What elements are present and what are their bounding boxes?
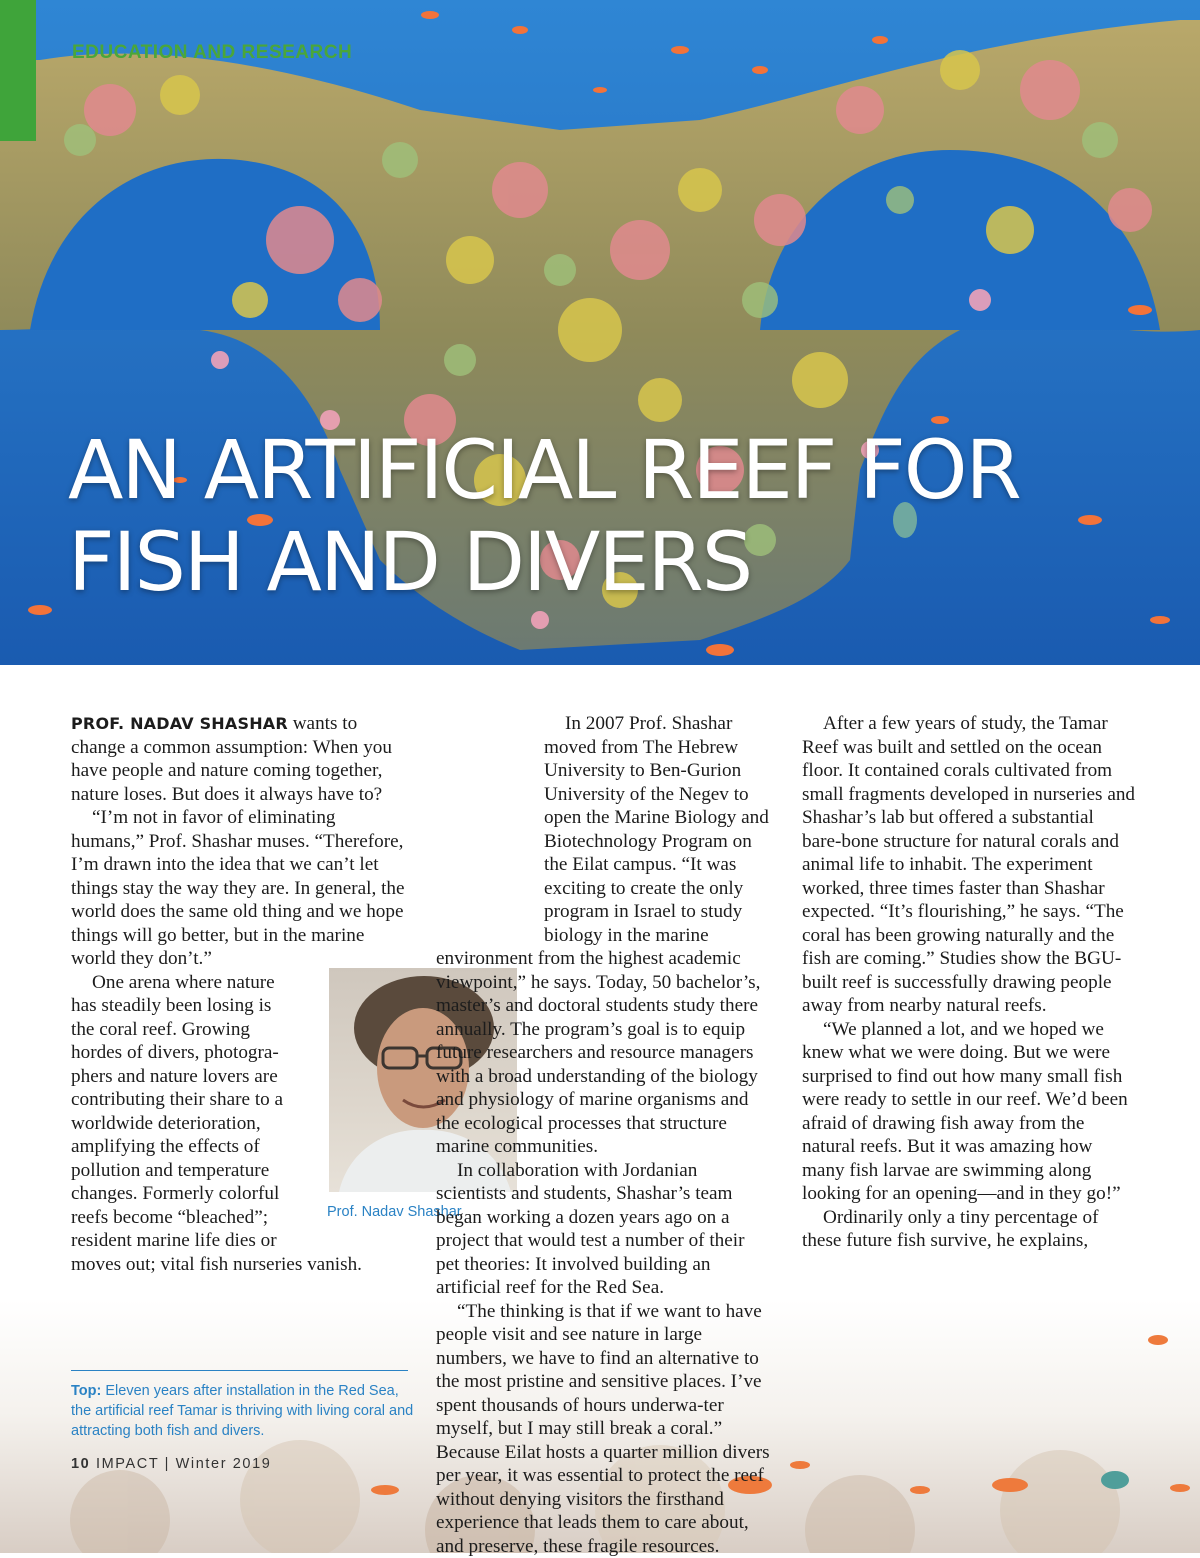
- section-color-bar: [0, 0, 36, 141]
- caption-divider: [71, 1370, 408, 1371]
- paragraph-1-text: wants to change a common assumption: When you have people and nature coming together, nature loses. But does it always have to?: [71, 713, 392, 805]
- portrait-text-wrap-spacer-2: [436, 712, 544, 942]
- portrait-caption: Prof. Nadav Shashar: [327, 1204, 462, 1220]
- page-number: 10: [71, 1456, 90, 1472]
- article-paragraph-3: One arena where nature has steadily been losing is the coral reef. Growing hordes of divers, photogra-phers and nature lovers are contributing their share to a worldwide deterioration, amplifying the effects of pollution and temperature changes. Formerly colorful reefs become “bleached”; resident marine life dies or moves out; vital fish nurseries vanish.: [71, 971, 406, 1277]
- article-paragraph-8: “We planned a lot, and we hoped we knew what we were doing. But we were surprised to find out how many small fish were ready to settle in our reef. We’d been afraid of drawing fish away from the natural reefs. But it was amazing how many fish larvae are swimming along looking for an opening—and in they go!”: [802, 1018, 1137, 1206]
- article-paragraph-4: In 2007 Prof. Shashar moved from The Hebrew University to Ben-Gurion University of the Negev to open the Marine Biology and Biotechnology Program on the Eilat campus. “It was exciting to create the only program in Israel to study biology in the marine environment from the highest academic viewpoint,” he says. Today, 50 bachelor’s, master’s and doctoral students study there annually. The program’s goal is to equip future researchers and resource managers with a broad understanding of the biology and physiology of marine organisms and the ecological processes that structure marine communities.: [436, 712, 771, 1159]
- page-folio: [71, 1456, 271, 1472]
- article-column-2: [436, 712, 771, 1558]
- article-paragraph-2: “I’m not in favor of eliminating humans,” Prof. Shashar muses. “Therefore, I’m drawn into the idea that we can’t let things stay the way they are. In general, the world does the same old thing and we hope things will go better, but in the marine world they don’t.”: [71, 806, 406, 971]
- article-paragraph-6: “The thinking is that if we want to have people visit and see nature in large numbers, we have to find an alternative to the most pristine and sensitive places. I’ve spent thousands of hours underwa-ter myself, but I may still break a coral.” Because Eilat hosts a quarter million divers per year, it was essential to protect the reef without denying visitors the firsthand experience that leads them to care about, and preserve, these fragile resources.: [436, 1300, 771, 1558]
- article-paragraph-5: In collaboration with Jordanian scientists and students, Shashar’s team began working a dozen years ago on a project that would test a number of their pet theories: It involved building an artificial reef for the Red Sea.: [436, 1159, 771, 1300]
- caption-text: Eleven years after installation in the Red Sea, the artificial reef Tamar is thriving with living coral and attracting both fish and divers.: [71, 1383, 413, 1439]
- top-photo-caption: [71, 1381, 416, 1441]
- byline-name: PROF. NADAV SHASHAR: [71, 714, 288, 733]
- publication-name: IMPACT | Winter 2019: [96, 1456, 271, 1472]
- article-headline: [68, 425, 1148, 609]
- section-label: EDUCATION AND RESEARCH: [72, 42, 352, 64]
- headline-line-1: AN ARTIFICIAL REEF FOR: [68, 424, 1020, 518]
- headline-line-2: FISH AND DIVERS: [68, 516, 751, 610]
- article-paragraph-1: [71, 712, 406, 806]
- article-paragraph-7: After a few years of study, the Tamar Reef was built and settled on the ocean floor. It contained corals cultivated from small fragments developed in nurseries and Shashar’s lab but offered a substantial bare-bone structure for natural corals and animal life to inhabit. The experiment worked, three times faster than Shashar expected. “It’s flourishing,” he says. “The coral has been growing naturally and the fish are coming.” Studies show the BGU-built reef is successfully drawing people away from nearby natural reefs.: [802, 712, 1137, 1018]
- article-paragraph-9: Ordinarily only a tiny percentage of these future fish survive, he explains,: [802, 1206, 1137, 1253]
- caption-label: Top:: [71, 1383, 101, 1399]
- article-column-3: [802, 712, 1137, 1253]
